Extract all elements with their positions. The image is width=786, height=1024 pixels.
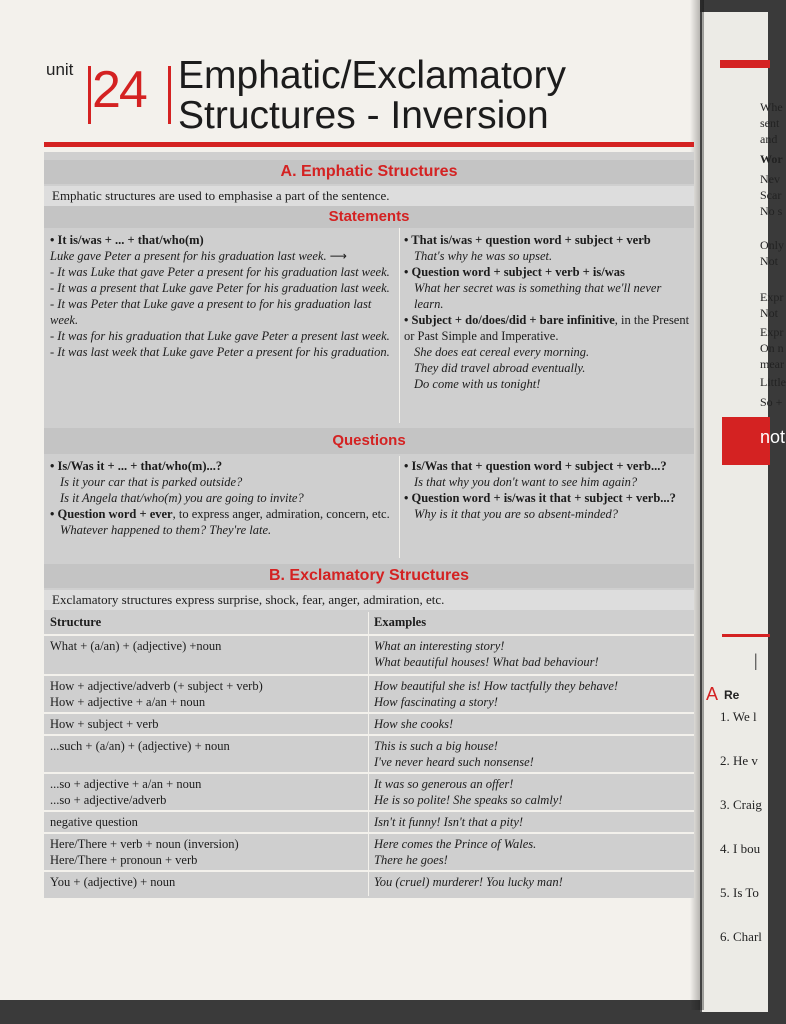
exercise-item: 4. I bou (720, 841, 761, 856)
table-row (44, 636, 694, 674)
structure-line: negative question (50, 815, 138, 829)
right-page-line: Expr (760, 325, 784, 339)
unit-label: unit (46, 60, 74, 79)
unit-bar-left (88, 66, 91, 124)
exercise-item: 3. Craig (720, 797, 762, 812)
rule-plain: , in the Present or Past Simple and Imperative. (404, 313, 690, 343)
right-page-line: Only (760, 238, 784, 252)
table-row (44, 774, 694, 810)
questions-left (50, 458, 394, 538)
right-page-line: Not (760, 306, 778, 320)
example-cell (374, 875, 689, 891)
rule-line: • Is/Was that + question word + subject + verb...? (404, 459, 667, 473)
section-a-title: A. Emphatic Structures (44, 160, 694, 184)
example-line: - It was last week that Luke gave Peter a present for his graduation. (50, 345, 390, 359)
right-page (700, 12, 786, 1012)
rule-bold: • Subject + do/does/did + bare infinitive (404, 313, 615, 327)
example-line: It was so generous an offer! (374, 777, 514, 791)
example-cell (374, 739, 689, 770)
right-page-red-rule (720, 60, 770, 68)
example-line: How fascinating a story! (374, 694, 498, 709)
statements-right (404, 232, 692, 392)
example-text: Luke gave Peter a present for his graduation last week. (50, 249, 327, 263)
table-row (44, 872, 694, 896)
structure-line: What + (a/an) + (adjective) +noun (50, 639, 222, 653)
table-row (44, 812, 694, 832)
example-line: - It was for his graduation that Luke gave Peter a present last week. (50, 329, 390, 343)
rule-line: • It is/was + ... + that/who(m) (50, 233, 204, 247)
right-page-line: So + (760, 395, 783, 409)
right-page-line: Expr (760, 290, 784, 304)
example-line: Whatever happened to them? They're late. (60, 523, 272, 537)
example-line: She does eat cereal every morning. (414, 345, 590, 359)
unit-number: 24 (92, 61, 146, 119)
right-page-pipe: | (754, 650, 758, 670)
structure-cell (50, 837, 366, 868)
structure-line: How + adjective + a/an + noun (50, 694, 206, 709)
structure-cell (50, 717, 366, 733)
statements-left (50, 232, 394, 360)
structure-line: Here/There + verb + noun (inversion) (50, 837, 239, 851)
column-divider (399, 456, 400, 558)
page-title-line1: Emphatic/Exclamatory (178, 54, 566, 97)
example-line: - It was Peter that Luke gave a present to for his graduation last week. (50, 297, 372, 327)
example-line: How beautiful she is! How tactfully they behave! (374, 679, 619, 693)
example-line: Do come with us tonight! (414, 377, 541, 391)
structure-cell (50, 639, 366, 655)
example-line: I've never heard such nonsense! (374, 754, 534, 769)
questions-title: Questions (44, 428, 694, 454)
structure-line: How + subject + verb (50, 717, 159, 731)
title-rule (44, 142, 694, 147)
example-line: How she cooks! (374, 717, 454, 731)
example-line: What an interesting story! (374, 639, 505, 653)
exercise-letter: A (706, 684, 719, 704)
example-line: You (cruel) murderer! You lucky man! (374, 875, 563, 889)
rule-bold: • Question word + ever (50, 507, 173, 521)
section-b-title: B. Exclamatory Structures (44, 564, 694, 588)
example-line: They did travel abroad eventually. (414, 361, 586, 375)
example-cell (374, 717, 689, 733)
example-line: Here comes the Prince of Wales. (374, 837, 537, 851)
table-row (44, 676, 694, 712)
right-page-line: mear (760, 357, 784, 371)
exercise-item: 1. We l (720, 709, 757, 724)
table-header (44, 612, 694, 634)
right-page-line: No s (760, 204, 783, 218)
section-a-intro: Emphatic structures are used to emphasise a part of the sentence. (44, 186, 694, 206)
arrow-icon: ⟶ (329, 249, 347, 263)
questions-right (404, 458, 694, 522)
rule-line (50, 506, 394, 522)
right-page-line: Nev (760, 172, 780, 186)
page-title (178, 56, 566, 136)
rule-plain: , to express anger, admiration, concern, etc. (172, 507, 390, 521)
right-page-line: and (760, 132, 778, 146)
right-page-line: Scar (760, 188, 782, 202)
unit-bar-right (168, 66, 171, 124)
structure-cell (50, 679, 366, 710)
example-cell (374, 815, 689, 831)
example-cell (374, 837, 689, 868)
right-page-line: Wor (760, 152, 783, 166)
section-b-intro: Exclamatory structures express surprise, shock, fear, anger, admiration, etc. (44, 590, 694, 610)
structure-line: ...so + adjective + a/an + noun (50, 777, 202, 791)
example-cell (374, 639, 689, 670)
table-row (44, 736, 694, 772)
example-line: Is it your car that is parked outside? (60, 475, 243, 489)
example-cell (374, 777, 689, 808)
exercise-item: 6. Charl (720, 929, 762, 944)
rule-line: • Question word + subject + verb + is/was (404, 265, 625, 279)
exercise-item: 2. He v (720, 753, 758, 768)
exercise-item: 5. Is To (720, 885, 759, 900)
structure-line: ...such + (a/an) + (adjective) + noun (50, 739, 230, 753)
structure-cell (50, 777, 366, 808)
right-page-note: not (760, 427, 786, 447)
statements-title: Statements (44, 206, 694, 228)
example-line: That's why he was so upset. (414, 249, 553, 263)
example-line: - It was a present that Luke gave Peter for his graduation last week. (50, 281, 390, 295)
right-page-line: On n (760, 341, 784, 355)
structure-cell (50, 875, 366, 891)
column-divider (399, 228, 400, 423)
right-page-line: Little (760, 375, 786, 389)
example-line: Is it Angela that/who(m) you are going to invite? (60, 491, 304, 505)
right-page-line: sent (760, 116, 780, 130)
right-page-red-line (722, 634, 770, 637)
structure-line: How + adjective/adverb (+ subject + verb) (50, 679, 263, 693)
example-line: He is so polite! She speaks so calmly! (374, 792, 563, 807)
column-header-examples: Examples (374, 615, 427, 629)
right-page-line: Not (760, 254, 778, 268)
example-line: What beautiful houses! What bad behaviour! (374, 654, 599, 669)
right-page-line: Whe (760, 100, 783, 114)
column-header-structure: Structure (50, 615, 102, 629)
example-line: Isn't it funny! Isn't that a pity! (374, 815, 524, 829)
example-line: - It was Luke that gave Peter a present for his graduation last week. (50, 265, 390, 279)
table-row (44, 714, 694, 734)
example-line: This is such a big house! (374, 739, 498, 753)
rule-line: • That is/was + question word + subject + verb (404, 233, 651, 247)
example-line: Is that why you don't want to see him again? (414, 475, 638, 489)
rule-line: • Question word + is/was it that + subject + verb...? (404, 491, 676, 505)
example-line: There he goes! (374, 852, 448, 867)
structure-line: You + (adjective) + noun (50, 875, 176, 889)
structure-cell (50, 739, 366, 755)
structure-line: ...so + adjective/adverb (50, 792, 167, 807)
example-line (50, 248, 394, 264)
rule-line: • Is/Was it + ... + that/who(m)...? (50, 459, 223, 473)
structure-line: Here/There + pronoun + verb (50, 852, 198, 867)
example-cell (374, 679, 689, 710)
table-column-divider (368, 612, 369, 896)
example-line: What her secret was is something that we'll never learn. (414, 281, 662, 311)
exercise-title: Re (724, 688, 740, 702)
example-line: Why is it that you are so absent-minded? (414, 507, 619, 521)
page-title-line2: Structures - Inversion (178, 94, 549, 137)
table-row (44, 834, 694, 870)
structure-cell (50, 815, 366, 831)
rule-line (404, 312, 692, 344)
